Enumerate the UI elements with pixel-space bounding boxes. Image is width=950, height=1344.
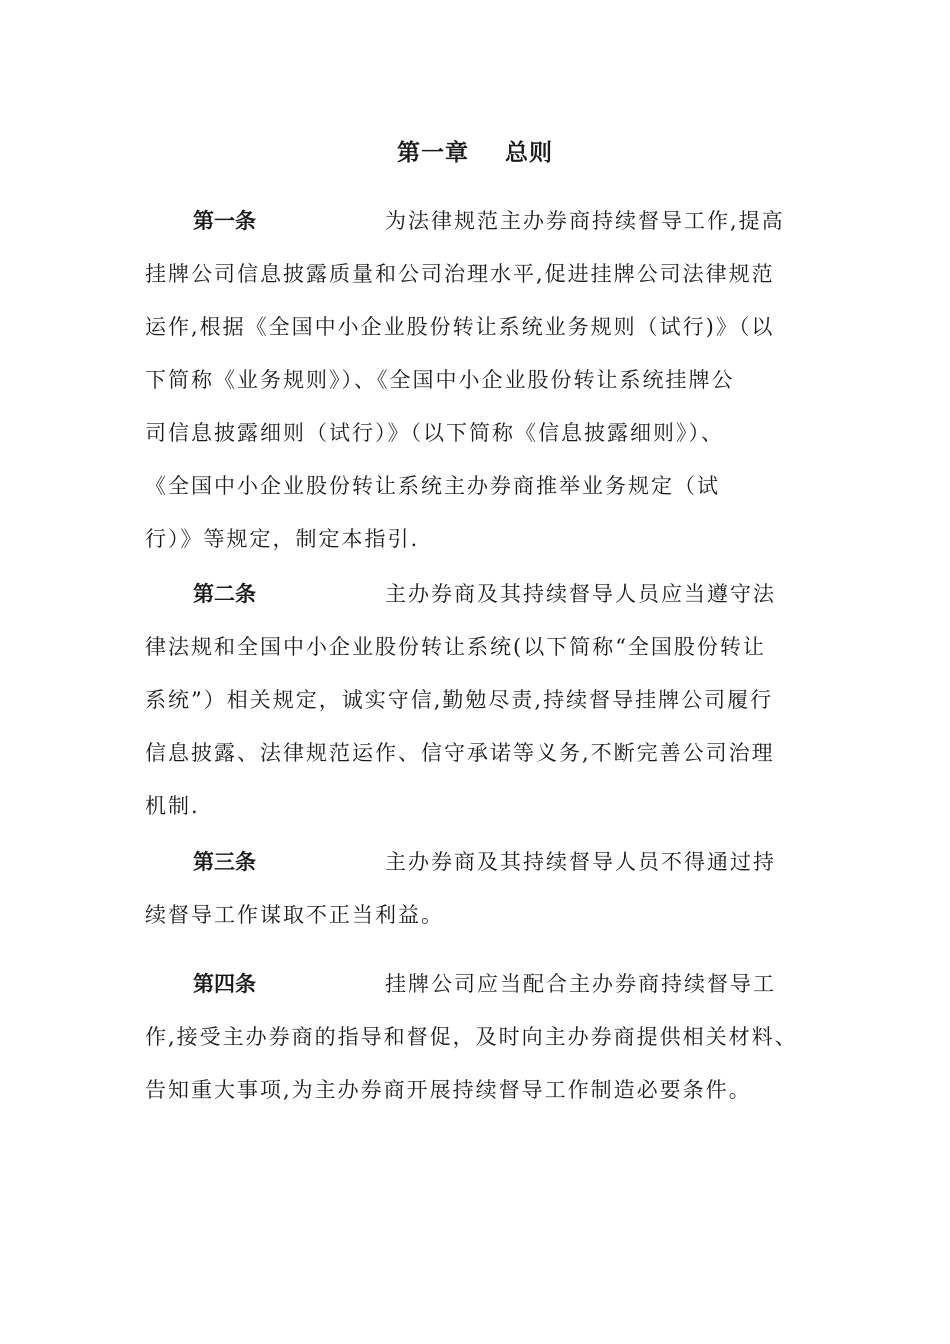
article-2 [145,575,810,825]
article-label: 第四条 [193,972,256,996]
article-text-line: 信息披露、法律规范运作、信守承诺等义务,不断完善公司治理 [145,741,775,765]
chapter-title: 第一章 总则 [396,140,554,166]
article-text-line: 主办券商及其持续督导人员不得通过持 [385,850,776,874]
article-first-line [145,202,810,240]
article-first-line [145,575,810,613]
article-label: 第二条 [193,582,256,606]
article-text-line: 系统”）相关规定，诚实守信,勤勉尽责,持续督导挂牌公司履行 [145,688,774,712]
article-text-line: 挂牌公司信息披露质量和公司治理水平,促进挂牌公司法律规范 [145,262,775,286]
article-text-line: 运作,根据《全国中小企业股份转让系统业务规则（试行)》（以 [145,315,775,339]
article-first-line [145,965,810,1003]
article-label: 第一条 [193,209,256,233]
article-text-line: 为法律规范主办券商持续督导工作,提高 [385,209,785,233]
article-text-line: 行）》等规定，制定本指引. [145,527,420,551]
article-text-line: 主办券商及其持续督导人员应当遵守法 [385,582,776,606]
article-text-line: 机制. [145,794,200,818]
article-1 [145,202,810,558]
article-text-line: 作,接受主办券商的指导和督促，及时向主办券商提供相关材料、 [145,1025,798,1049]
article-text-line: 下简称《业务规则》）、《全国中小企业股份转让系统挂牌公 [145,368,735,392]
article-text-line: 律法规和全国中小企业股份转让系统(以下简称“全国股份转让 [145,635,766,659]
article-first-line [145,843,810,881]
article-text-line: 续督导工作谋取不正当利益。 [145,903,444,927]
article-3 [145,843,810,934]
article-text-line: 司信息披露细则（试行）》（以下简称《信息披露细则》）、 [145,421,724,445]
article-4 [145,965,810,1109]
article-text-line: 告知重大事项,为主办券商开展持续督导工作制造必要条件。 [145,1078,752,1102]
article-text-line: 挂牌公司应当配合主办券商持续督导工 [385,972,776,996]
article-label: 第三条 [193,850,256,874]
article-text-line: 《全国中小企业股份转让系统主办券商推举业务规定（试 [145,474,720,498]
